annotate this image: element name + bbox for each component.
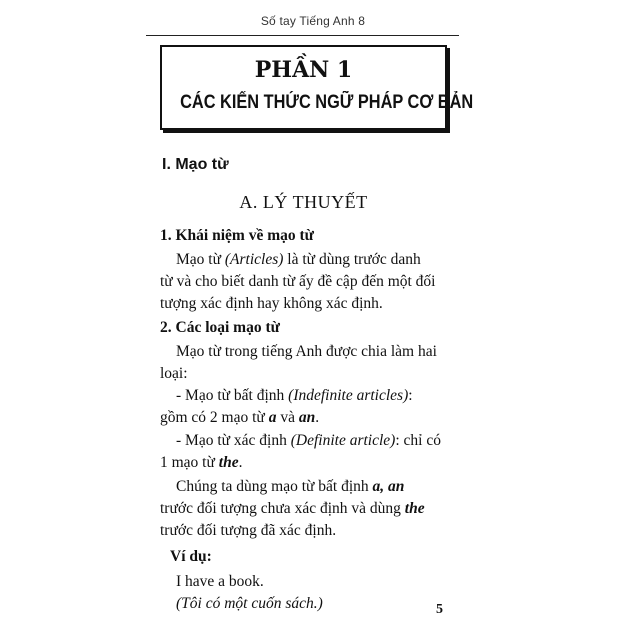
indefinite-line-1: - Mạo từ bất định (Indefinite articles): <box>176 387 413 404</box>
definite-line-2: 1 mạo từ the. <box>160 454 243 471</box>
part-title: PHẦN 1 <box>254 57 353 83</box>
usage-line-3: trước đối tượng đã xác định. <box>160 522 337 539</box>
example-label: Ví dụ: <box>170 548 212 565</box>
concept-line-1: Mạo từ (Articles) là từ dùng trước danh <box>176 251 421 268</box>
example-translation: (Tôi có một cuốn sách.) <box>176 595 323 612</box>
header-rule <box>146 35 459 36</box>
concept-line-3: tượng xác định hay không xác định. <box>160 295 383 312</box>
usage-line-1: Chúng ta dùng mạo từ bất định a, an <box>176 478 405 495</box>
example-sentence: I have a book. <box>176 573 264 590</box>
usage-line-2: trước đối tượng chưa xác định và dùng the <box>160 500 425 517</box>
part-subtitle: CÁC KIẾN THỨC NGỮ PHÁP CƠ BẢN <box>180 92 474 113</box>
concept-line-2: từ và cho biết danh từ ấy đề cập đến một đối <box>160 273 436 290</box>
types-heading: 2. Các loại mạo từ <box>160 319 280 336</box>
indefinite-line-2: gồm có 2 mạo từ a và an. <box>160 409 320 426</box>
definite-line-1: - Mạo từ xác định (Definite article): chỉ có <box>176 432 441 449</box>
types-intro-line-1: Mạo từ trong tiếng Anh được chia làm hai <box>176 343 437 360</box>
running-head: Số tay Tiếng Anh 8 <box>260 14 366 28</box>
theory-title: A. LÝ THUYẾT <box>239 192 368 212</box>
concept-heading: 1. Khái niệm về mạo từ <box>160 227 314 244</box>
section-title: I. Mạo từ <box>162 156 229 173</box>
types-intro-line-2: loại: <box>160 365 188 382</box>
page-number: 5 <box>436 602 443 617</box>
